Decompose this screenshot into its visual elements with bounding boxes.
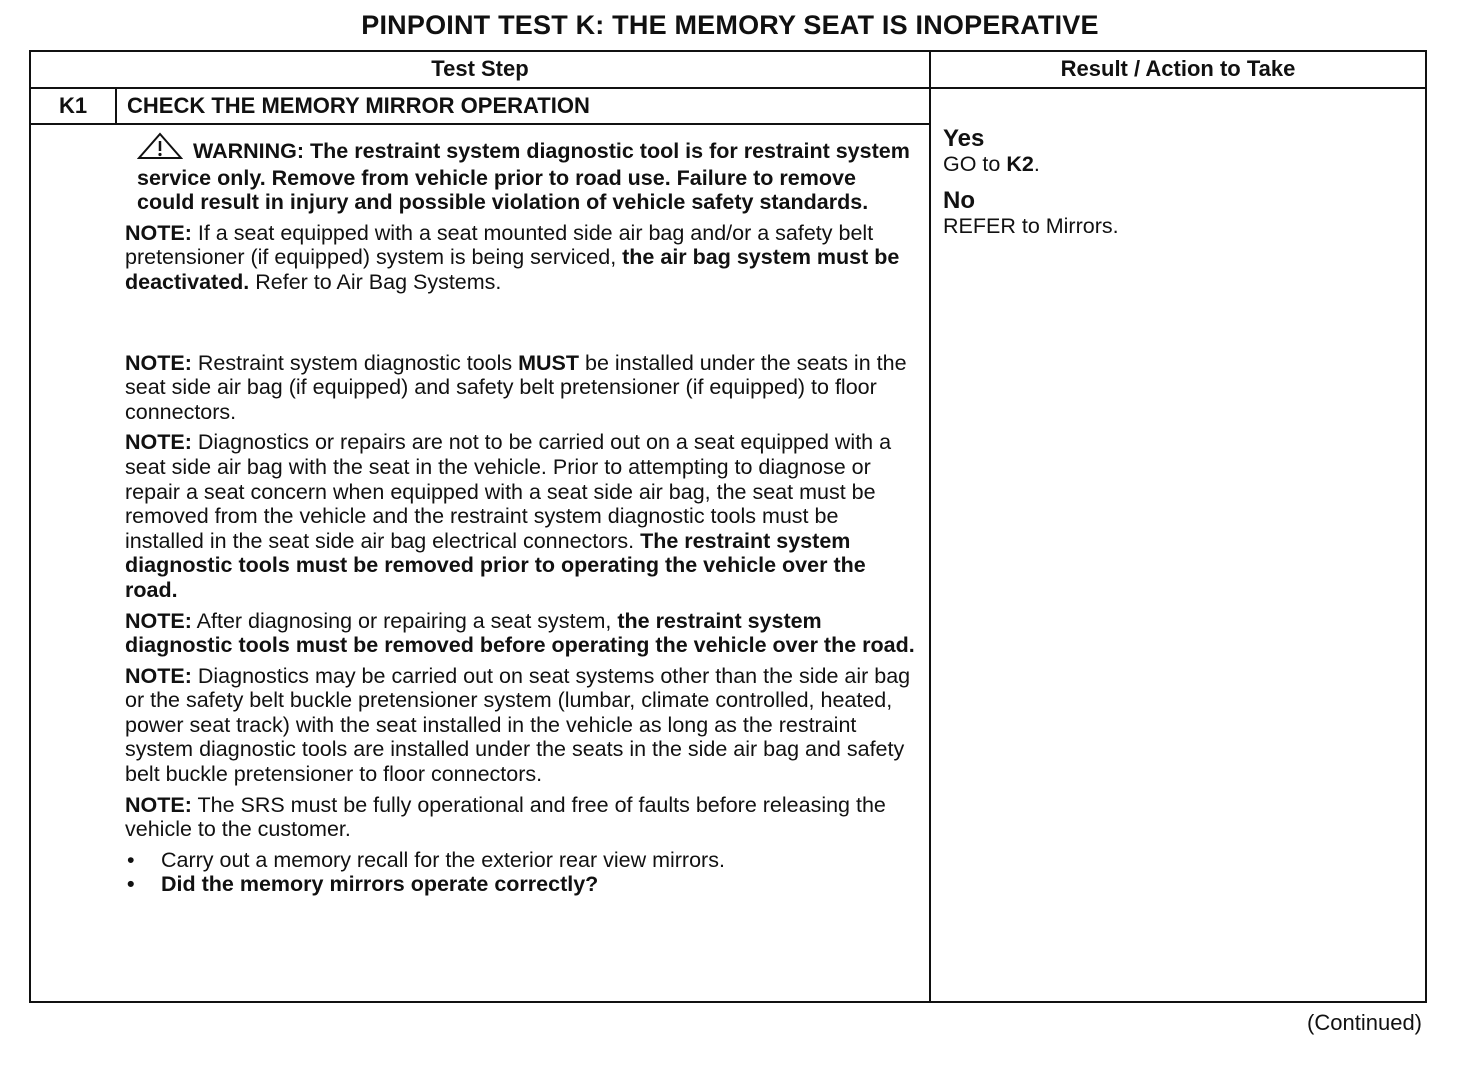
action-item-1: • Carry out a memory recall for the exterior rear view mirrors. — [125, 848, 915, 873]
note-5-text: Diagnostics may be carried out on seat systems other than the side air bag or the safety belt buckle pretensioner system (lumbar, climate controlled, heated, power seat track) with the seat installed in the vehicle as long as the restraint system diagnostic tools are installed under the seats in the side air bag and safety belt buckle pretensioner to floor connectors. — [125, 663, 911, 787]
yes-action — [943, 152, 1413, 176]
note-3-label: NOTE: — [125, 430, 192, 455]
note-5 — [125, 664, 915, 787]
note-4-bold: the restraint system diagnostic tools must be removed before operating the vehicle over the road. — [125, 608, 915, 658]
note-4-label: NOTE: — [125, 608, 192, 633]
step-title: CHECK THE MEMORY MIRROR OPERATION — [127, 93, 590, 118]
note-6-label: NOTE: — [125, 792, 192, 817]
note-6-text: The SRS must be fully operational and free of faults before releasing the vehicle to the customer. — [125, 792, 886, 842]
note-3 — [125, 430, 915, 602]
warning-text: WARNING: The restraint system diagnostic tool is for restraint system service only. Remove from vehicle prior to road use. Failure to remove could result in injury and possible violation of vehicle safety standards. — [137, 139, 910, 215]
pinpoint-test-table — [29, 50, 1427, 1003]
yes-ref: K2 — [1006, 152, 1034, 176]
action-list — [125, 848, 915, 897]
warning-triangle-icon — [137, 132, 183, 166]
step-title-divider — [31, 123, 929, 125]
action-item-2: • Did the memory mirrors operate correctly? — [125, 872, 915, 897]
step-id-divider — [115, 89, 117, 123]
result-no — [943, 188, 1413, 238]
continued-label: (Continued) — [1307, 1010, 1422, 1035]
yes-text: GO to — [943, 152, 1007, 176]
result-column — [943, 126, 1413, 250]
note-2-text2: be installed under the seats in the seat side air bag (if equipped) and safety belt pretensioner (if equipped) to floor connectors. — [125, 350, 907, 424]
header-test-step: Test Step — [431, 56, 529, 81]
note-1-text: If a seat equipped with a seat mounted side air bag and/or a safety belt pretensioner (if equipped) system is being serviced, — [125, 220, 874, 270]
note-1-label: NOTE: — [125, 220, 192, 245]
note-2 — [125, 351, 915, 425]
note-1-bold: the air bag system must be deactivated. — [125, 245, 900, 294]
note-2-text1: Restraint system diagnostic tools — [191, 350, 519, 375]
note-1 — [125, 221, 915, 295]
test-step-body — [125, 132, 915, 897]
warning-paragraph — [125, 132, 915, 215]
note-2-label: NOTE: — [125, 350, 192, 375]
note-3-text: Diagnostics or repairs are not to be carried out on a seat equipped with a seat side air bag with the seat in the vehicle. Prior to attempting to diagnose or repair a seat concern when equipped with a seat side air bag, the seat must be removed from the vehicle and the restraint system diagnostic tools must be installed in the seat side air bag electrical connectors. — [125, 430, 892, 553]
header-result-action: Result / Action to Take — [1060, 56, 1296, 81]
no-action: REFER to Mirrors. — [943, 214, 1119, 238]
column-divider — [929, 52, 931, 1001]
note-5-label: NOTE: — [125, 663, 192, 688]
header-divider — [31, 87, 1425, 89]
note-2-must: MUST — [518, 350, 580, 375]
note-1-tail: Refer to Air Bag Systems. — [249, 269, 502, 294]
note-3-bold: The restraint system diagnostic tools must be removed prior to operating the vehicle over the road. — [125, 528, 866, 602]
note-4-text: After diagnosing or repairing a seat system, — [191, 608, 618, 633]
no-label: No — [943, 187, 975, 214]
result-yes — [943, 126, 1413, 176]
yes-end: . — [1033, 152, 1040, 176]
note-4 — [125, 609, 915, 658]
yes-label: Yes — [943, 125, 985, 152]
note-6 — [125, 793, 915, 842]
page-title: PINPOINT TEST K: THE MEMORY SEAT IS INOPERATIVE — [361, 10, 1099, 40]
step-id: K1 — [58, 93, 88, 118]
